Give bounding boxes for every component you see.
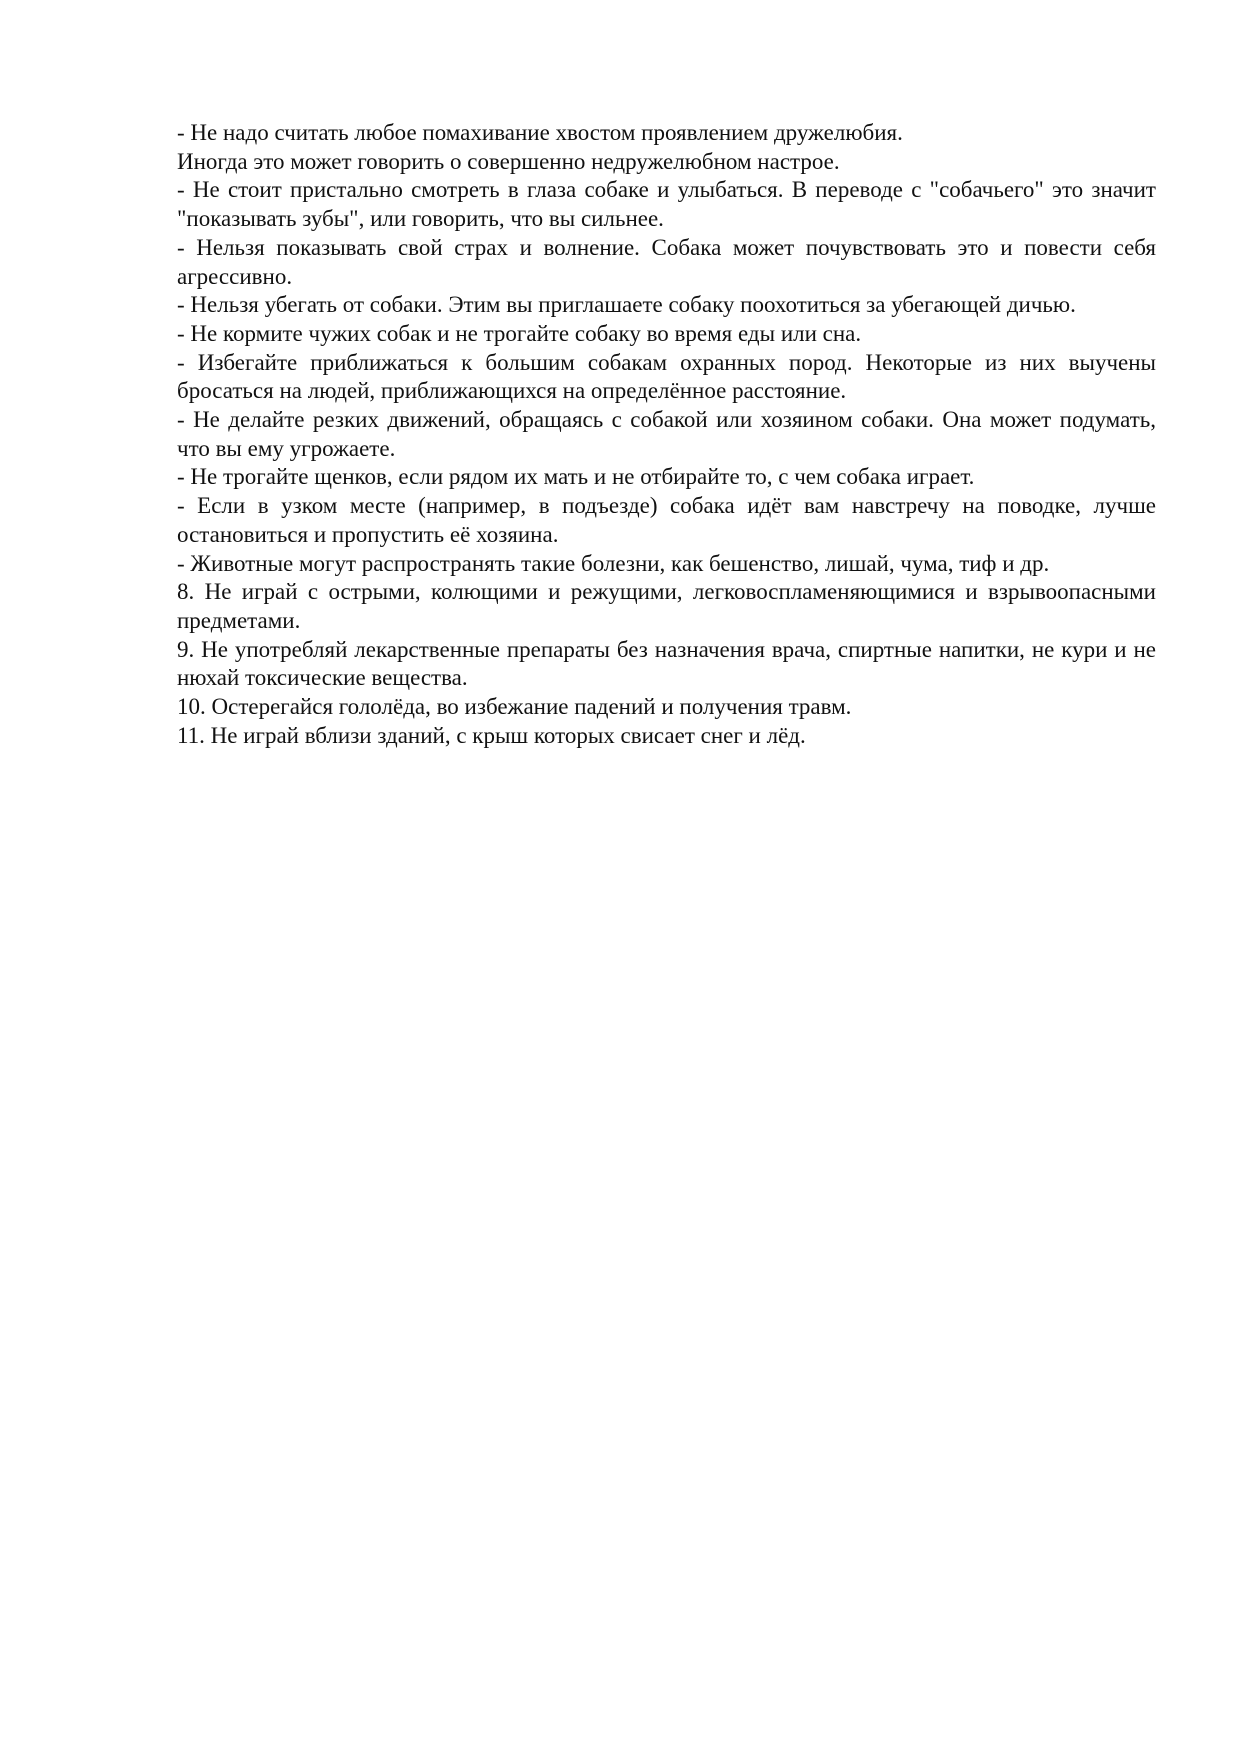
rule-item-9: 9. Не употребляй лекарственные препараты без назначения врача, спиртные напитки, не кури и не нюхай токсические вещества. <box>177 636 1156 691</box>
paragraph-running: - Нельзя убегать от собаки. Этим вы приглашаете собаку поохотиться за убегающей дичью. <box>177 292 1076 318</box>
rule-item-11: 11. Не играй вблизи зданий, с крыш которых свисает снег и лёд. <box>177 722 806 748</box>
paragraph-fear: - Нельзя показывать свой страх и волнение. Собака может почувствовать это и повести себя агрессивно. <box>177 234 1156 289</box>
paragraph-unfriendly-mood: Иногда это может говорить о совершенно недружелюбном настрое. <box>177 148 840 174</box>
rule-item-8: 8. Не играй с острыми, колющими и режущими, легковоспламеняющимися и взрывоопасными предметами. <box>177 579 1156 633</box>
paragraph-guard-dogs: - Избегайте приближаться к большим собакам охранных пород. Некоторые из них выучены бросаться на людей, приближающихся на определённое расстояние. <box>177 349 1156 404</box>
body-text <box>177 119 1156 750</box>
rule-item-10: 10. Остерегайся гололёда, во избежание падений и получения травм. <box>177 694 852 720</box>
paragraph-sudden-movements: - Не делайте резких движений, обращаясь с собакой или хозяином собаки. Она может подумать, что вы ему угрожаете. <box>177 407 1156 461</box>
paragraph-diseases: - Животные могут распространять такие болезни, как бешенство, лишай, чума, тиф и др. <box>177 550 1050 576</box>
paragraph-puppies: - Не трогайте щенков, если рядом их мать и не отбирайте то, с чем собака играет. <box>177 464 975 490</box>
paragraph-feeding: - Не кормите чужих собак и не трогайте собаку во время еды или сна. <box>177 320 862 346</box>
paragraph-narrow-place: - Если в узком месте (например, в подъезде) собака идёт вам навстречу на поводке, лучше остановиться и пропустить её хозяина. <box>177 493 1156 547</box>
paragraph-eye-contact: - Не стоит пристально смотреть в глаза собаке и улыбаться. В переводе с "собачьего" это значит "показывать зубы", или говорить, что вы сильнее. <box>177 177 1156 232</box>
paragraph-tail-wagging: - Не надо считать любое помахивание хвостом проявлением дружелюбия. <box>177 120 903 145</box>
